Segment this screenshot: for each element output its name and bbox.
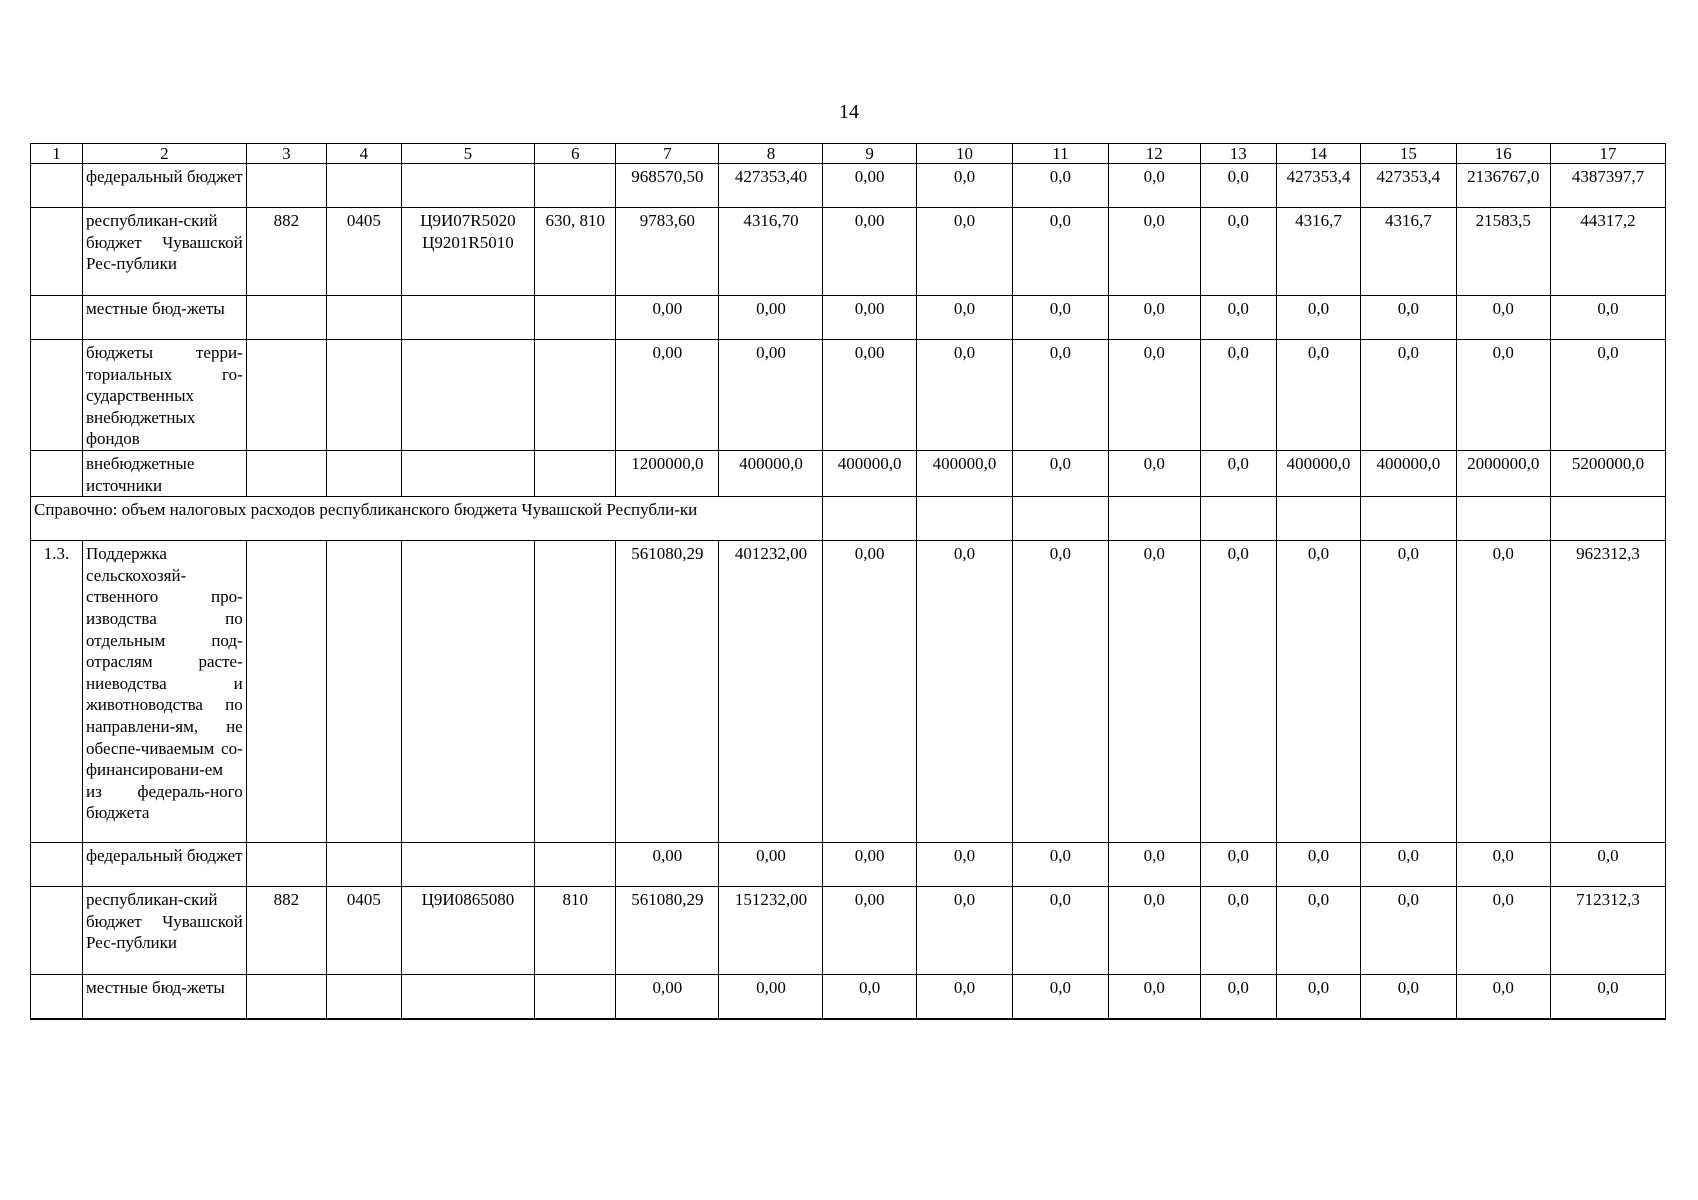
value-cell: 0,0 bbox=[1013, 887, 1108, 975]
row-label: федеральный бюджет bbox=[83, 164, 247, 208]
value-cell: 0,0 bbox=[1108, 340, 1200, 451]
value-cell: 0,0 bbox=[1361, 843, 1456, 887]
table-row bbox=[31, 975, 1666, 1019]
ministry-code bbox=[246, 843, 326, 887]
value-cell: 0,0 bbox=[1276, 340, 1361, 451]
table-row bbox=[31, 843, 1666, 887]
value-cell: 0,0 bbox=[1276, 887, 1361, 975]
value-cell: 427353,4 bbox=[1276, 164, 1361, 208]
value-cell: 0,0 bbox=[1013, 450, 1108, 496]
ministry-code: 882 bbox=[246, 208, 326, 296]
value-cell: 0,0 bbox=[916, 887, 1012, 975]
row-number bbox=[31, 164, 83, 208]
table-body bbox=[31, 144, 1666, 1019]
ministry-code bbox=[246, 296, 326, 340]
value-cell: 4316,7 bbox=[1361, 208, 1456, 296]
row-label: федеральный бюджет bbox=[83, 843, 247, 887]
value-cell: 712312,3 bbox=[1550, 887, 1665, 975]
column-number: 11 bbox=[1013, 144, 1108, 164]
empty-cell bbox=[823, 497, 916, 541]
target-article: Ц9И07R5020 Ц9201R5010 bbox=[401, 208, 534, 296]
value-cell: 0,0 bbox=[1361, 340, 1456, 451]
column-number: 4 bbox=[326, 144, 401, 164]
value-cell: 400000,0 bbox=[719, 450, 823, 496]
section-code bbox=[326, 296, 401, 340]
value-cell: 2000000,0 bbox=[1456, 450, 1550, 496]
value-cell: 0,0 bbox=[1200, 887, 1276, 975]
value-cell: 0,0 bbox=[1456, 843, 1550, 887]
value-cell: 0,00 bbox=[823, 340, 916, 451]
column-number: 8 bbox=[719, 144, 823, 164]
reference-note-row bbox=[31, 497, 1666, 541]
column-number: 6 bbox=[535, 144, 616, 164]
target-article bbox=[401, 450, 534, 496]
value-cell: 427353,4 bbox=[1361, 164, 1456, 208]
column-number: 2 bbox=[83, 144, 247, 164]
value-cell: 561080,29 bbox=[616, 887, 719, 975]
value-cell: 0,0 bbox=[1108, 541, 1200, 843]
value-cell: 0,0 bbox=[1550, 975, 1665, 1019]
section-code bbox=[326, 541, 401, 843]
target-article bbox=[401, 296, 534, 340]
value-cell: 0,0 bbox=[1013, 843, 1108, 887]
value-cell: 0,0 bbox=[1013, 541, 1108, 843]
value-cell: 0,0 bbox=[1456, 541, 1550, 843]
column-number: 9 bbox=[823, 144, 916, 164]
value-cell: 0,0 bbox=[1108, 887, 1200, 975]
value-cell: 0,00 bbox=[823, 164, 916, 208]
ministry-code: 882 bbox=[246, 887, 326, 975]
row-label: местные бюд-жеты bbox=[83, 975, 247, 1019]
row-number bbox=[31, 843, 83, 887]
value-cell: 0,0 bbox=[916, 164, 1012, 208]
value-cell: 400000,0 bbox=[1276, 450, 1361, 496]
value-cell: 962312,3 bbox=[1550, 541, 1665, 843]
column-number: 13 bbox=[1200, 144, 1276, 164]
target-article bbox=[401, 541, 534, 843]
value-cell: 0,0 bbox=[1200, 843, 1276, 887]
section-code bbox=[326, 975, 401, 1019]
value-cell: 0,0 bbox=[1200, 164, 1276, 208]
table-row bbox=[31, 340, 1666, 451]
value-cell: 0,00 bbox=[823, 296, 916, 340]
row-label: республикан-ский бюджет Чувашской Рес-публики bbox=[83, 887, 247, 975]
value-cell: 0,00 bbox=[719, 843, 823, 887]
value-cell: 0,0 bbox=[1550, 843, 1665, 887]
table-row bbox=[31, 450, 1666, 496]
value-cell: 400000,0 bbox=[823, 450, 916, 496]
section-code: 0405 bbox=[326, 887, 401, 975]
value-cell: 0,0 bbox=[1456, 887, 1550, 975]
value-cell: 0,00 bbox=[616, 296, 719, 340]
value-cell: 2136767,0 bbox=[1456, 164, 1550, 208]
value-cell: 427353,40 bbox=[719, 164, 823, 208]
value-cell: 0,0 bbox=[916, 541, 1012, 843]
row-number bbox=[31, 340, 83, 451]
empty-cell bbox=[1200, 497, 1276, 541]
ministry-code bbox=[246, 541, 326, 843]
value-cell: 0,0 bbox=[1361, 975, 1456, 1019]
value-cell: 21583,5 bbox=[1456, 208, 1550, 296]
empty-cell bbox=[916, 497, 1012, 541]
empty-cell bbox=[1550, 497, 1665, 541]
expense-type-code bbox=[535, 296, 616, 340]
value-cell: 0,0 bbox=[1013, 296, 1108, 340]
column-number: 10 bbox=[916, 144, 1012, 164]
value-cell: 4387397,7 bbox=[1550, 164, 1665, 208]
column-number: 5 bbox=[401, 144, 534, 164]
value-cell: 44317,2 bbox=[1550, 208, 1665, 296]
value-cell: 0,0 bbox=[1200, 541, 1276, 843]
value-cell: 0,0 bbox=[1276, 296, 1361, 340]
row-number bbox=[31, 975, 83, 1019]
value-cell: 0,0 bbox=[1013, 340, 1108, 451]
table-row bbox=[31, 208, 1666, 296]
ministry-code bbox=[246, 164, 326, 208]
row-label: местные бюд-жеты bbox=[83, 296, 247, 340]
value-cell: 4316,7 bbox=[1276, 208, 1361, 296]
value-cell: 0,0 bbox=[1108, 208, 1200, 296]
value-cell: 0,0 bbox=[1200, 296, 1276, 340]
expense-type-code bbox=[535, 843, 616, 887]
column-number: 1 bbox=[31, 144, 83, 164]
section-code bbox=[326, 843, 401, 887]
table-row bbox=[31, 296, 1666, 340]
value-cell: 0,0 bbox=[916, 975, 1012, 1019]
value-cell: 0,0 bbox=[1200, 208, 1276, 296]
value-cell: 0,0 bbox=[1456, 975, 1550, 1019]
table-row bbox=[31, 541, 1666, 843]
column-number: 17 bbox=[1550, 144, 1665, 164]
expense-type-code bbox=[535, 541, 616, 843]
value-cell: 0,00 bbox=[719, 975, 823, 1019]
row-number bbox=[31, 450, 83, 496]
value-cell: 0,0 bbox=[1276, 843, 1361, 887]
value-cell: 151232,00 bbox=[719, 887, 823, 975]
expense-type-code bbox=[535, 340, 616, 451]
row-label: Поддержка сельскохозяй-ственного про-изводства по отдельным под-отраслям расте-ниеводства и животноводства по направлени-ям, не обеспе-чиваемым со-финансировани-ем из федераль-ного бюджета bbox=[83, 541, 247, 843]
value-cell: 0,0 bbox=[1200, 975, 1276, 1019]
ministry-code bbox=[246, 450, 326, 496]
value-cell: 0,00 bbox=[616, 340, 719, 451]
value-cell: 400000,0 bbox=[1361, 450, 1456, 496]
value-cell: 5200000,0 bbox=[1550, 450, 1665, 496]
reference-note: Справочно: объем налоговых расходов республиканского бюджета Чувашской Республи-ки bbox=[31, 497, 823, 541]
value-cell: 0,00 bbox=[823, 208, 916, 296]
column-number: 16 bbox=[1456, 144, 1550, 164]
value-cell: 0,0 bbox=[1456, 296, 1550, 340]
table-row bbox=[31, 887, 1666, 975]
row-number: 1.3. bbox=[31, 541, 83, 843]
column-number: 14 bbox=[1276, 144, 1361, 164]
value-cell: 0,00 bbox=[719, 296, 823, 340]
column-number: 12 bbox=[1108, 144, 1200, 164]
row-label: бюджеты терри-ториальных го-сударственных внебюджетных фондов bbox=[83, 340, 247, 451]
expense-type-code: 630, 810 bbox=[535, 208, 616, 296]
ministry-code bbox=[246, 975, 326, 1019]
value-cell: 0,0 bbox=[916, 843, 1012, 887]
value-cell: 0,0 bbox=[1550, 340, 1665, 451]
value-cell: 0,0 bbox=[1108, 975, 1200, 1019]
value-cell: 0,0 bbox=[1276, 541, 1361, 843]
value-cell: 0,0 bbox=[916, 296, 1012, 340]
value-cell: 9783,60 bbox=[616, 208, 719, 296]
value-cell: 1200000,0 bbox=[616, 450, 719, 496]
row-label: внебюджетные источники bbox=[83, 450, 247, 496]
empty-cell bbox=[1108, 497, 1200, 541]
section-code: 0405 bbox=[326, 208, 401, 296]
budget-table bbox=[30, 143, 1666, 1020]
value-cell: 0,00 bbox=[719, 340, 823, 451]
target-article bbox=[401, 843, 534, 887]
expense-type-code bbox=[535, 975, 616, 1019]
empty-cell bbox=[1276, 497, 1361, 541]
ministry-code bbox=[246, 340, 326, 451]
expense-type-code: 810 bbox=[535, 887, 616, 975]
row-number bbox=[31, 296, 83, 340]
value-cell: 0,00 bbox=[823, 843, 916, 887]
value-cell: 0,0 bbox=[1276, 975, 1361, 1019]
value-cell: 400000,0 bbox=[916, 450, 1012, 496]
value-cell: 0,0 bbox=[1200, 340, 1276, 451]
table-row bbox=[31, 164, 1666, 208]
target-article bbox=[401, 164, 534, 208]
value-cell: 0,0 bbox=[1361, 296, 1456, 340]
value-cell: 0,00 bbox=[616, 843, 719, 887]
value-cell: 0,0 bbox=[1550, 296, 1665, 340]
value-cell: 561080,29 bbox=[616, 541, 719, 843]
value-cell: 0,0 bbox=[1108, 843, 1200, 887]
empty-cell bbox=[1013, 497, 1108, 541]
value-cell: 0,00 bbox=[823, 887, 916, 975]
column-number: 3 bbox=[246, 144, 326, 164]
page-number: 14 bbox=[839, 101, 859, 123]
value-cell: 968570,50 bbox=[616, 164, 719, 208]
value-cell: 0,00 bbox=[616, 975, 719, 1019]
value-cell: 0,0 bbox=[1200, 450, 1276, 496]
value-cell: 401232,00 bbox=[719, 541, 823, 843]
row-label: республикан-ский бюджет Чувашской Рес-публики bbox=[83, 208, 247, 296]
target-article bbox=[401, 975, 534, 1019]
value-cell: 0,0 bbox=[916, 208, 1012, 296]
row-number bbox=[31, 887, 83, 975]
section-code bbox=[326, 340, 401, 451]
value-cell: 0,0 bbox=[1013, 975, 1108, 1019]
value-cell: 0,0 bbox=[1108, 450, 1200, 496]
column-number: 15 bbox=[1361, 144, 1456, 164]
value-cell: 0,00 bbox=[823, 541, 916, 843]
value-cell: 0,0 bbox=[1013, 164, 1108, 208]
value-cell: 0,0 bbox=[1108, 164, 1200, 208]
empty-cell bbox=[1361, 497, 1456, 541]
column-number: 7 bbox=[616, 144, 719, 164]
value-cell: 0,0 bbox=[1456, 340, 1550, 451]
value-cell: 0,0 bbox=[1108, 296, 1200, 340]
empty-cell bbox=[1456, 497, 1550, 541]
value-cell: 0,0 bbox=[823, 975, 916, 1019]
section-code bbox=[326, 450, 401, 496]
expense-type-code bbox=[535, 164, 616, 208]
target-article: Ц9И0865080 bbox=[401, 887, 534, 975]
value-cell: 0,0 bbox=[1361, 541, 1456, 843]
row-number bbox=[31, 208, 83, 296]
value-cell: 0,0 bbox=[916, 340, 1012, 451]
value-cell: 4316,70 bbox=[719, 208, 823, 296]
value-cell: 0,0 bbox=[1361, 887, 1456, 975]
expense-type-code bbox=[535, 450, 616, 496]
target-article bbox=[401, 340, 534, 451]
value-cell: 0,0 bbox=[1013, 208, 1108, 296]
section-code bbox=[326, 164, 401, 208]
column-number-row bbox=[31, 144, 1666, 164]
